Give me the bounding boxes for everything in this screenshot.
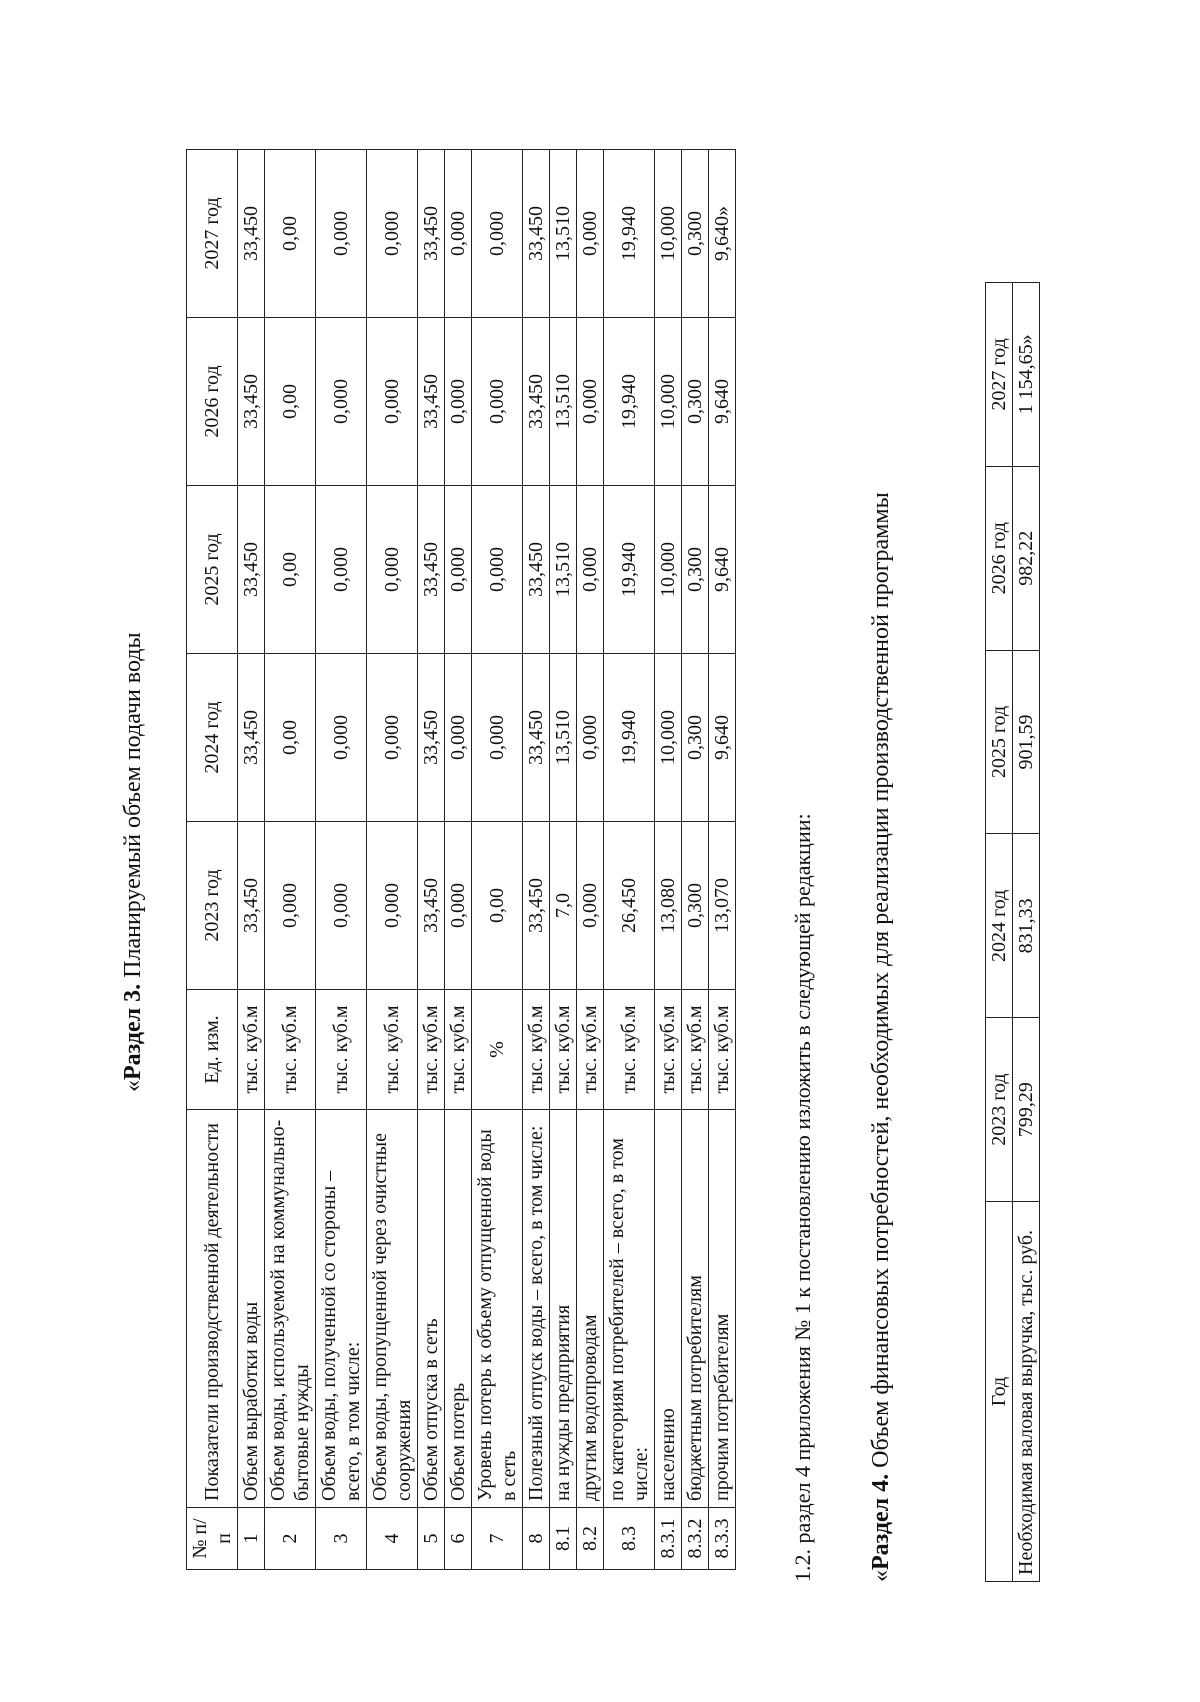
row-unit: тыс. куб.м: [709, 990, 736, 1110]
table-cell: 0,000: [316, 822, 367, 990]
table-row: [238, 150, 265, 1570]
table-row: [655, 150, 682, 1570]
table-cell: 10,000: [655, 654, 682, 822]
table-cell: 0,000: [472, 150, 523, 318]
header-cell: 2027 год: [187, 150, 238, 318]
row-number: 8.3: [604, 1508, 655, 1570]
table-cell: 10,000: [655, 150, 682, 318]
row-label: Необходимая валовая выручка, тыс. руб.: [1013, 1202, 1040, 1582]
header-cell: 2026 год: [187, 318, 238, 486]
table-cell: 0,000: [577, 654, 604, 822]
table-cell: 33,450: [523, 486, 550, 654]
row-number: 5: [418, 1508, 445, 1570]
table-cell: 19,940: [604, 654, 655, 822]
table-cell: 0,000: [367, 654, 418, 822]
section4-title-rest: Объем финансовых потребностей, необходимых для реализации производственной программы: [868, 492, 894, 1474]
section3-title: [120, 632, 147, 1092]
table-cell: 0,300: [682, 150, 709, 318]
header-cell: 2024 год: [986, 834, 1013, 1018]
table-cell: 0,00: [265, 486, 316, 654]
section4-title-bold: Раздел 4.: [868, 1473, 894, 1570]
table-cell: 13,510: [550, 318, 577, 486]
table-cell: 9,640»: [709, 150, 736, 318]
row-number: 8.3.1: [655, 1508, 682, 1570]
table-row: [604, 150, 655, 1570]
table-cell: 0,000: [265, 822, 316, 990]
table-cell: 0,00: [265, 150, 316, 318]
header-cell: 2023 год: [986, 1018, 1013, 1202]
row-unit: тыс. куб.м: [523, 990, 550, 1110]
table-cell: 0,000: [577, 486, 604, 654]
table-cell: 33,450: [238, 486, 265, 654]
table-cell: 10,000: [655, 486, 682, 654]
row-number: 7: [472, 1508, 523, 1570]
row-unit: тыс. куб.м: [238, 990, 265, 1110]
header-cell: 2027 год: [986, 283, 1013, 467]
table-header-row: [187, 150, 238, 1570]
header-cell: Ед. изм.: [187, 990, 238, 1110]
title-quote: «: [120, 1080, 146, 1092]
table-cell: 33,450: [418, 150, 445, 318]
table-cell: 13,510: [550, 486, 577, 654]
table-cell: 33,450: [238, 150, 265, 318]
row-unit: тыс. куб.м: [655, 990, 682, 1110]
row-number: 8.3.2: [682, 1508, 709, 1570]
row-number: 8.1: [550, 1508, 577, 1570]
table-cell: 0,000: [577, 822, 604, 990]
table-cell: 0,300: [682, 822, 709, 990]
table-cell: 0,00: [265, 318, 316, 486]
row-unit: тыс. куб.м: [604, 990, 655, 1110]
table-cell: 901,59: [1013, 650, 1040, 834]
table-cell: 0,00: [472, 822, 523, 990]
header-cell: Показатели производственной деятельности: [187, 1110, 238, 1508]
table-cell: 19,940: [604, 150, 655, 318]
row-indicator: Объем отпуска в сеть: [418, 1110, 445, 1508]
table-cell: 13,080: [655, 822, 682, 990]
table-row: [1013, 283, 1040, 1582]
table-cell: 33,450: [418, 486, 445, 654]
section4-title: [868, 492, 895, 1582]
row-number: 8.3.3: [709, 1508, 736, 1570]
table-row: [472, 150, 523, 1570]
row-unit: тыс. куб.м: [445, 990, 472, 1110]
row-number: 1: [238, 1508, 265, 1570]
table-cell: 13,510: [550, 150, 577, 318]
table-cell: 19,940: [604, 486, 655, 654]
header-cell: 2024 год: [187, 654, 238, 822]
row-indicator: на нужды предприятия: [550, 1110, 577, 1508]
table-cell: 0,000: [445, 150, 472, 318]
table-cell: 9,640: [709, 654, 736, 822]
table-cell: 9,640: [709, 486, 736, 654]
table-cell: 10,000: [655, 318, 682, 486]
header-cell: Год: [986, 1202, 1013, 1582]
table-row: [550, 150, 577, 1570]
table-row: [265, 150, 316, 1570]
header-cell: 2025 год: [986, 650, 1013, 834]
row-number: 3: [316, 1508, 367, 1570]
financial-needs-table: [985, 282, 1040, 1582]
section3-title-bold: Раздел 3.: [120, 983, 146, 1080]
table-cell: 33,450: [523, 822, 550, 990]
table-cell: 13,070: [709, 822, 736, 990]
table-cell: 33,450: [523, 150, 550, 318]
row-indicator: бюджетным потребителям: [682, 1110, 709, 1508]
row-unit: тыс. куб.м: [316, 990, 367, 1110]
header-cell: № п/п: [187, 1508, 238, 1570]
table-cell: 1 154,65»: [1013, 283, 1040, 467]
row-indicator: прочим потребителям: [709, 1110, 736, 1508]
table-row: [367, 150, 418, 1570]
table-cell: 0,000: [367, 150, 418, 318]
table-cell: 0,000: [367, 822, 418, 990]
row-indicator: Объем воды, полученной со стороны – всего, в том числе:: [316, 1110, 367, 1508]
table-cell: 0,000: [472, 318, 523, 486]
header-cell: 2023 год: [187, 822, 238, 990]
row-unit: тыс. куб.м: [577, 990, 604, 1110]
table-row: [709, 150, 736, 1570]
row-indicator: Полезный отпуск воды – всего, в том числе:: [523, 1110, 550, 1508]
row-unit: тыс. куб.м: [367, 990, 418, 1110]
table-cell: 0,000: [472, 654, 523, 822]
header-cell: 2026 год: [986, 466, 1013, 650]
table-header-row: [986, 283, 1013, 1582]
table-cell: 0,300: [682, 486, 709, 654]
table-cell: 0,000: [577, 318, 604, 486]
table-cell: 799,29: [1013, 1018, 1040, 1202]
table-row: [445, 150, 472, 1570]
table-row: [418, 150, 445, 1570]
table-cell: 982,22: [1013, 466, 1040, 650]
header-cell: 2025 год: [187, 486, 238, 654]
row-number: 2: [265, 1508, 316, 1570]
table-cell: 7,0: [550, 822, 577, 990]
row-indicator: Объем потерь: [445, 1110, 472, 1508]
row-unit: тыс. куб.м: [265, 990, 316, 1110]
table-row: [577, 150, 604, 1570]
table-cell: 0,000: [316, 150, 367, 318]
table-row: [682, 150, 709, 1570]
table-cell: 33,450: [238, 654, 265, 822]
table-cell: 33,450: [418, 318, 445, 486]
table-cell: 0,00: [265, 654, 316, 822]
row-unit: тыс. куб.м: [418, 990, 445, 1110]
table-cell: 33,450: [523, 654, 550, 822]
table-cell: 0,000: [445, 822, 472, 990]
row-indicator: Объем воды, используемой на коммунально-бытовые нужды: [265, 1110, 316, 1508]
table-cell: 33,450: [238, 822, 265, 990]
section3-title-rest: Планируемый объем подачи воды: [120, 632, 146, 984]
row-unit: %: [472, 990, 523, 1110]
table-cell: 0,000: [316, 654, 367, 822]
row-unit: тыс. куб.м: [682, 990, 709, 1110]
row-indicator: другим водопроводам: [577, 1110, 604, 1508]
table-cell: 0,000: [316, 318, 367, 486]
row-indicator: Уровень потерь к объему отпущенной воды в сеть: [472, 1110, 523, 1508]
table-cell: 0,300: [682, 654, 709, 822]
row-number: 4: [367, 1508, 418, 1570]
paragraph-text: 1.2. раздел 4 приложения № 1 к постановлению изложить в следующей редакции:: [790, 813, 815, 1582]
table-cell: 9,640: [709, 318, 736, 486]
table-cell: 0,000: [367, 486, 418, 654]
row-number: 8.2: [577, 1508, 604, 1570]
table-cell: 0,000: [316, 486, 367, 654]
table-cell: 26,450: [604, 822, 655, 990]
table-cell: 0,000: [472, 486, 523, 654]
table-cell: 33,450: [418, 822, 445, 990]
table-cell: 831,33: [1013, 834, 1040, 1018]
table-cell: 0,300: [682, 318, 709, 486]
title-quote: «: [868, 1570, 894, 1582]
row-number: 6: [445, 1508, 472, 1570]
table-row: [316, 150, 367, 1570]
row-indicator: Объем воды, пропущенной через очистные сооружения: [367, 1110, 418, 1508]
table-cell: 19,940: [604, 318, 655, 486]
table-cell: 0,000: [445, 318, 472, 486]
row-indicator: по категориям потребителей – всего, в том числе:: [604, 1110, 655, 1508]
water-supply-table: [186, 149, 736, 1570]
table-cell: 33,450: [238, 318, 265, 486]
row-indicator: населению: [655, 1110, 682, 1508]
row-unit: тыс. куб.м: [550, 990, 577, 1110]
table-cell: 13,510: [550, 654, 577, 822]
table-cell: 0,000: [367, 318, 418, 486]
row-indicator: Объем выработки воды: [238, 1110, 265, 1508]
table-cell: 0,000: [445, 486, 472, 654]
table-cell: 33,450: [418, 654, 445, 822]
table-cell: 0,000: [445, 654, 472, 822]
table-row: [523, 150, 550, 1570]
table-cell: 33,450: [523, 318, 550, 486]
table-cell: 0,000: [577, 150, 604, 318]
row-number: 8: [523, 1508, 550, 1570]
